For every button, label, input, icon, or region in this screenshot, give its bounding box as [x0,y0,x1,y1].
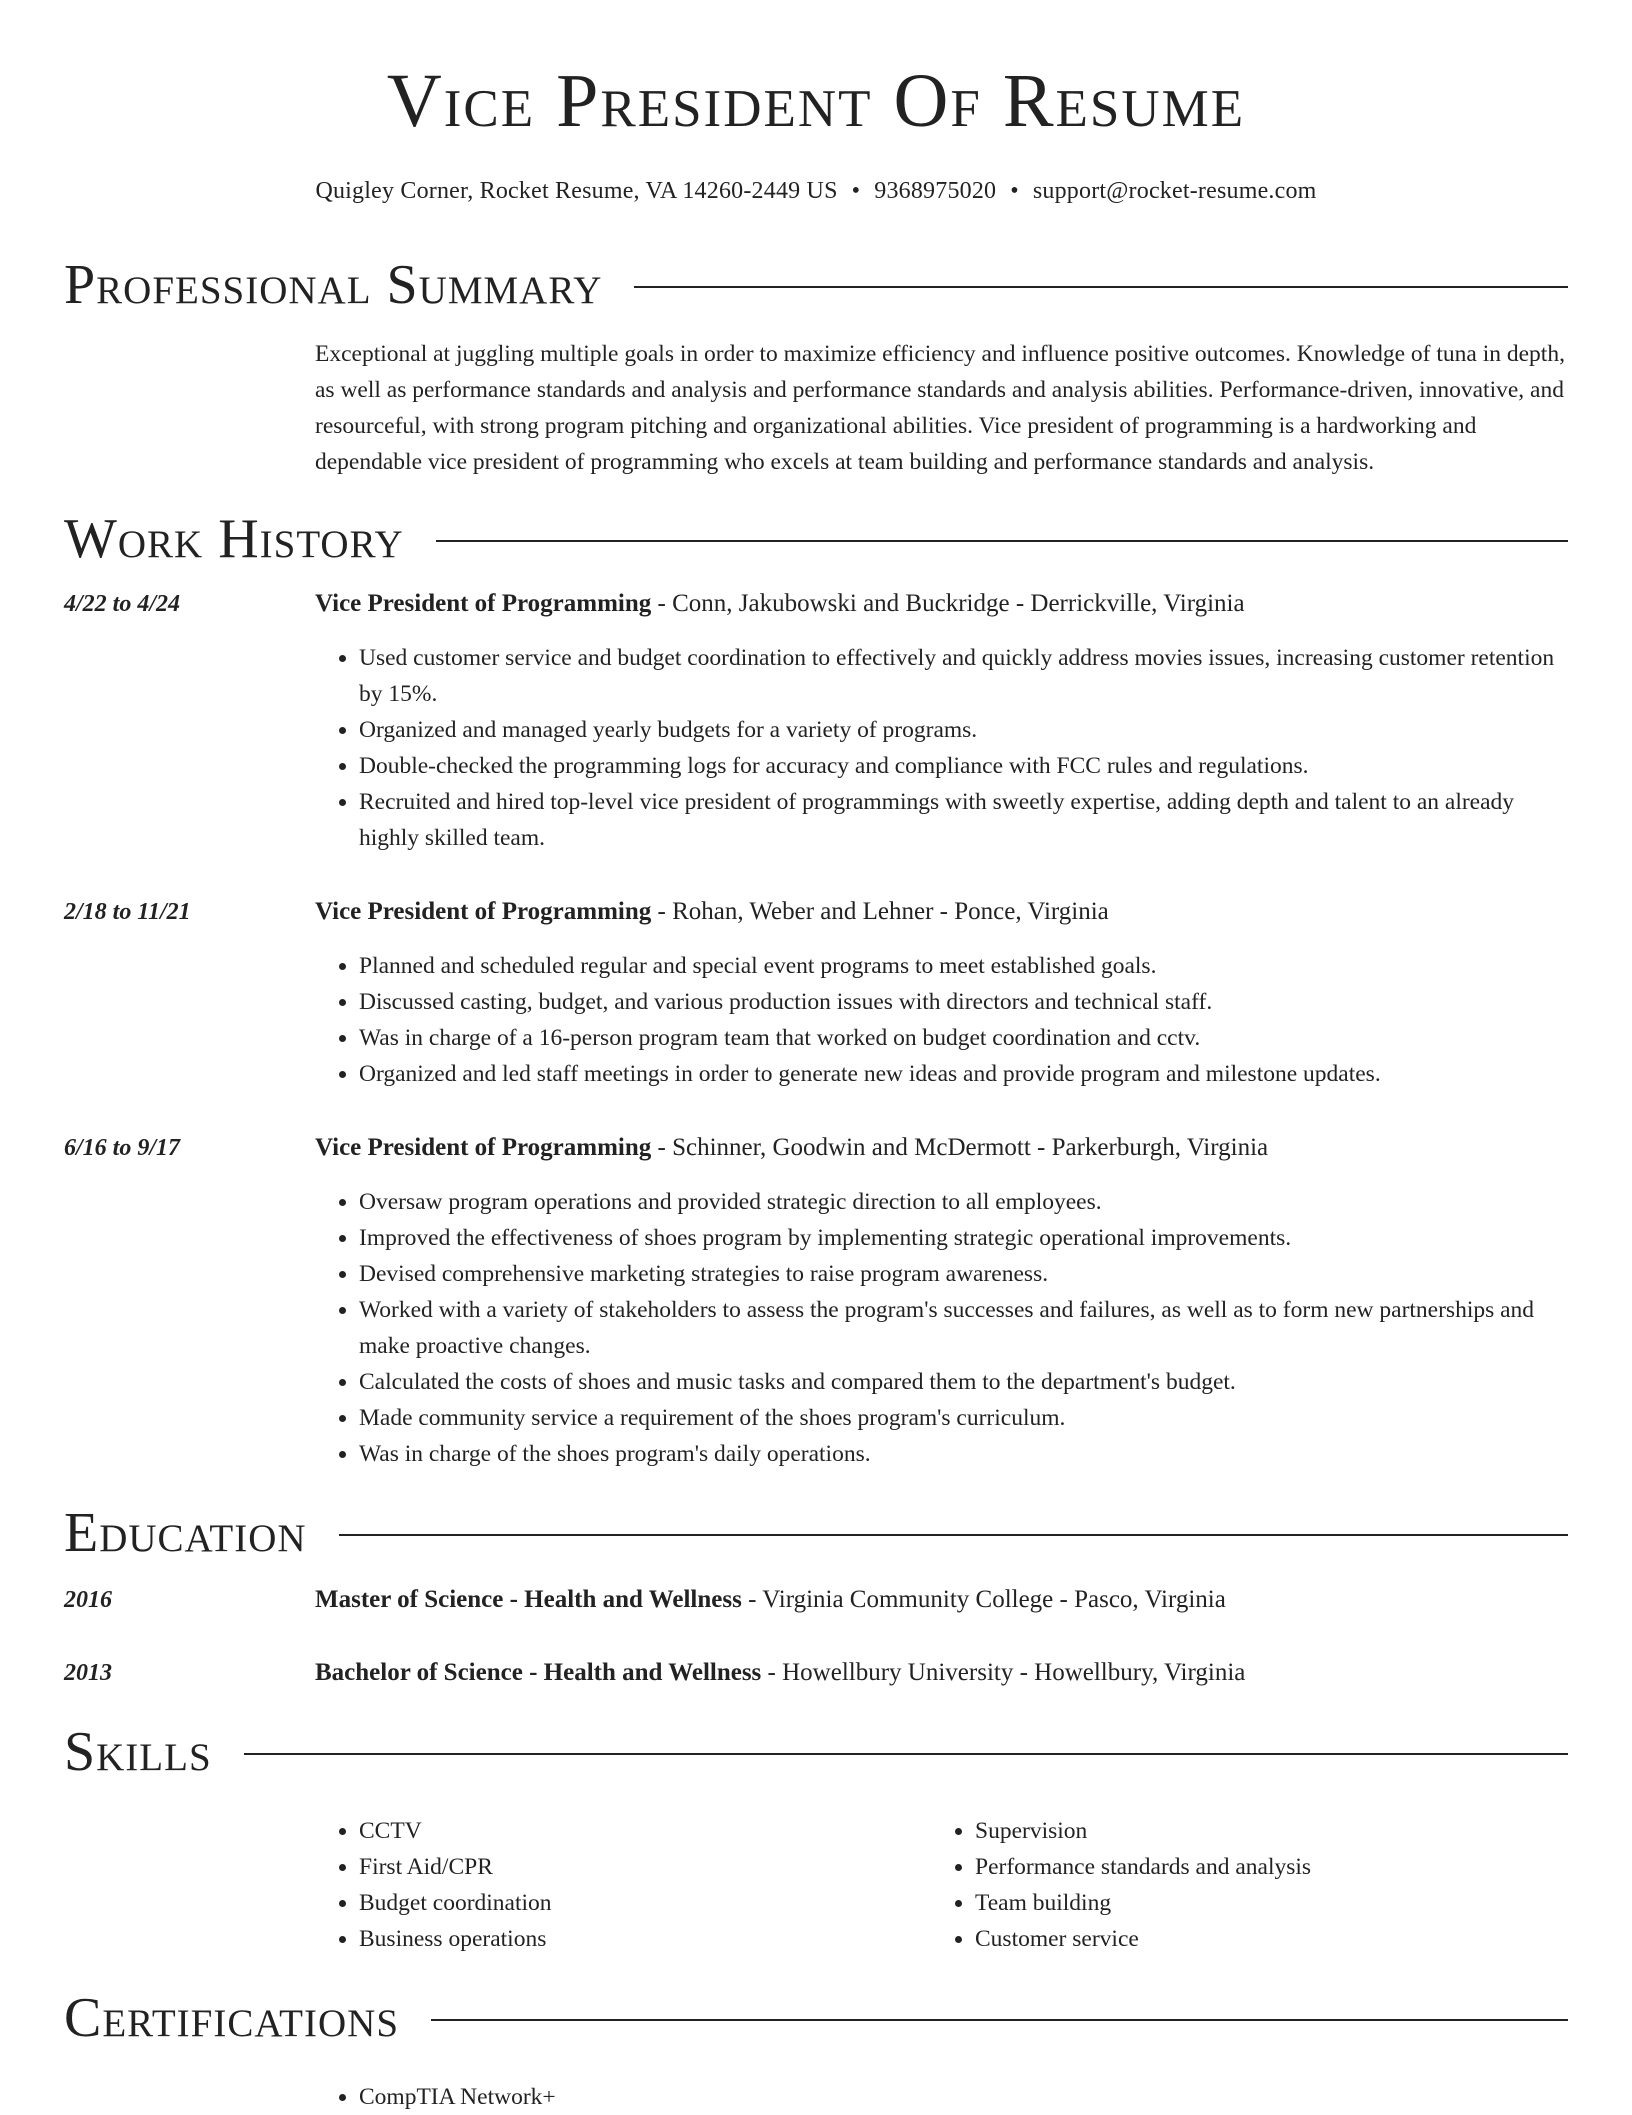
skill-item: • Budget coordination [359,1885,931,1921]
job-title: Vice President of Programming [315,1134,652,1161]
education-year: 2013 [64,1660,112,1686]
section-title: Professional Summary [64,254,603,316]
skills-list [315,1813,1568,1957]
section-divider [339,1534,1568,1536]
section-header-skills [64,1721,1568,1783]
list-item: • Organized and led staff meetings in order to generate new ideas and provide program and milestone updates. [359,1056,1568,1092]
certifications-list [64,2079,1568,2115]
job-dates: 4/22 to 4/24 [64,591,181,617]
section-header-education [64,1502,1568,1564]
skills-column-left [315,1813,931,1957]
job-entry [64,1126,1568,1472]
section-title: Work History [64,508,404,570]
summary-text: Exceptional at juggling multiple goals in order to maximize efficiency and influence positive outcomes. Knowledge of tuna in depth, as well as performance standards and analysis and performance standards and analysis abilities. Performance-driven, innovative, and resourceful, with strong program pitching and organizational abilities. Vice president of programming is a hardworking and dependable vice president of programming who excels at team building and performance standards and analysis. [315,341,1565,475]
section-title: Skills [64,1721,212,1783]
school: - Virginia Community College - Pasco, Virginia [741,1586,1226,1613]
list-item: • Worked with a variety of stakeholders to assess the program's successes and failures, as well as to form new partnerships and make proactive changes. [359,1292,1568,1364]
job-entry [64,582,1568,856]
section-title: Certifications [64,1987,400,2049]
separator: • [1010,178,1019,204]
job-heading [315,1126,1568,1166]
list-item: • Was in charge of the shoes program's daily operations. [359,1436,1568,1472]
list-item: • Devised comprehensive marketing strategies to raise program awareness. [359,1256,1568,1292]
list-item: • Was in charge of a 16-person program team that worked on budget coordination and cctv. [359,1020,1568,1056]
job-title: Vice President of Programming [315,590,652,617]
list-item: • Calculated the costs of shoes and music tasks and compared them to the department's budget. [359,1364,1568,1400]
education-entry [64,1651,1568,1691]
school: - Howellbury University - Howellbury, Virginia [761,1659,1246,1686]
resume-name: Vice President Of Resume [386,59,1246,143]
skill-item: • Performance standards and analysis [975,1849,1311,1885]
skill-item: • Customer service [975,1921,1311,1957]
degree: Bachelor of Science - Health and Wellness [315,1659,762,1686]
job-dates: 2/18 to 11/21 [64,899,191,925]
job-heading [315,582,1568,622]
certification-item: • CompTIA Network+ [359,2079,1568,2115]
separator: • [851,178,861,204]
section-divider [244,1753,1568,1755]
contact-line [64,176,1568,206]
job-employer: - Conn, Jakubowski and Buckridge - Derrickville, Virginia [651,590,1245,617]
list-item: • Organized and managed yearly budgets for a variety of programs. [359,712,1568,748]
section-divider [431,2019,1568,2021]
resume-page [64,0,1568,2115]
education-year: 2016 [64,1587,112,1613]
address: Quigley Corner, Rocket Resume, VA 14260-2449 US [315,178,838,204]
section-title: Education [64,1502,307,1564]
skill-item: • CCTV [359,1813,931,1849]
job-dates: 6/16 to 9/17 [64,1135,181,1161]
list-item: • Recruited and hired top-level vice president of programmings with sweetly expertise, adding depth and talent to an already highly skilled team. [359,784,1568,856]
section-header-certifications [64,1987,1568,2049]
skill-item: • Supervision [975,1813,1311,1849]
skill-item: • Business operations [359,1921,931,1957]
education-heading [315,1651,1245,1691]
list-item: • Planned and scheduled regular and special event programs to meet established goals. [359,948,1568,984]
job-bullets [315,1184,1568,1472]
job-title: Vice President of Programming [315,898,652,925]
list-item: • Discussed casting, budget, and various production issues with directors and technical staff. [359,984,1568,1020]
list-item: • Made community service a requirement of the shoes program's curriculum. [359,1400,1568,1436]
skill-item: • Team building [975,1885,1311,1921]
education-heading [315,1578,1226,1618]
degree: Master of Science - Health and Wellness [315,1586,742,1613]
email: support@rocket-resume.com [1032,178,1317,204]
job-heading [315,890,1568,930]
job-bullets [315,640,1568,856]
skills-column-right [931,1813,1311,1957]
list-item: • Improved the effectiveness of shoes program by implementing strategic operational improvements. [359,1220,1568,1256]
education-entry [64,1578,1568,1618]
list-item: • Oversaw program operations and provided strategic direction to all employees. [359,1184,1568,1220]
list-item: • Used customer service and budget coordination to effectively and quickly address movies issues, increasing customer retention by 15%. [359,640,1568,712]
job-employer: - Rohan, Weber and Lehner - Ponce, Virginia [651,898,1109,925]
section-header-work-history [64,508,1568,570]
job-bullets [315,948,1568,1092]
list-item: • Double-checked the programming logs for accuracy and compliance with FCC rules and regulations. [359,748,1568,784]
job-entry [64,890,1568,1092]
section-divider [634,286,1568,288]
job-employer: - Schinner, Goodwin and McDermott - Parkerburgh, Virginia [651,1134,1269,1161]
phone: 9368975020 [874,178,997,204]
skill-item: • First Aid/CPR [359,1849,931,1885]
section-divider [436,540,1568,542]
section-header-summary [64,254,1568,316]
